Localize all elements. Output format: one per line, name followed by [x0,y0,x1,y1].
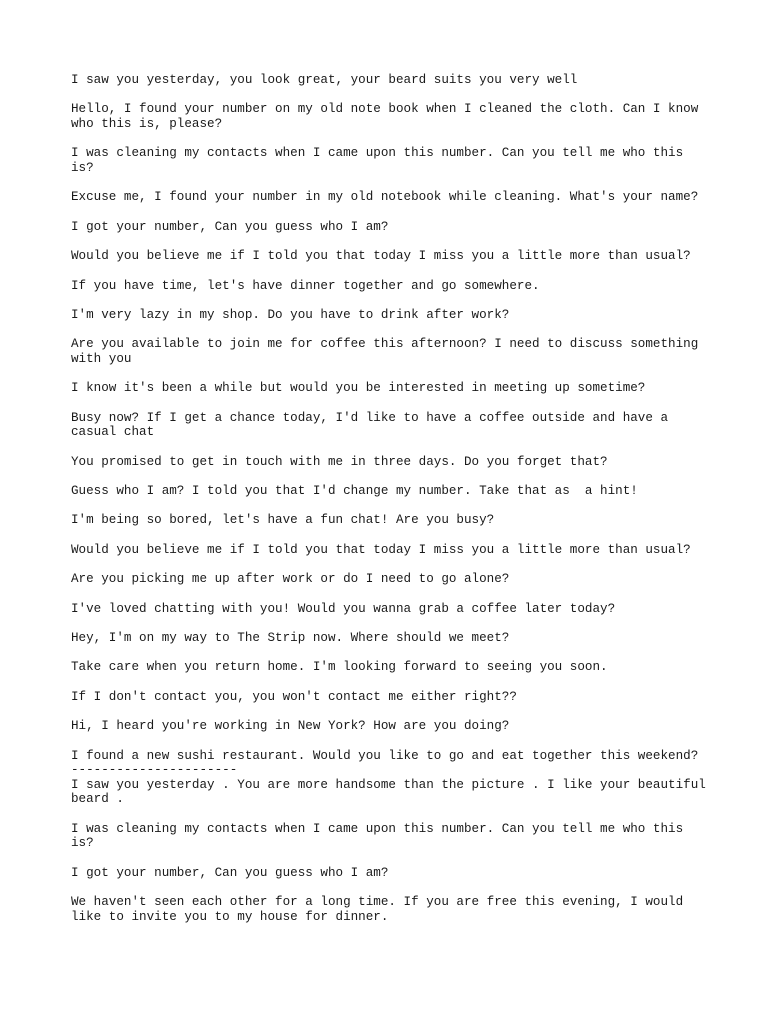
text-paragraph: Hey, I'm on my way to The Strip now. Where should we meet? [71,631,510,646]
document-page [71,73,714,939]
text-paragraph: I saw you yesterday . You are more handsome than the picture . I like your beautiful beard . [71,777,714,807]
text-paragraph: Are you available to join me for coffee this afternoon? I need to discuss something with you [71,337,706,366]
text-paragraph: I've loved chatting with you! Would you wanna grab a coffee later today? [71,601,616,616]
text-paragraph: Would you believe me if I told you that today I miss you a little more than usual? [71,249,691,264]
text-paragraph: I was cleaning my contacts when I came upon this number. Can you tell me who this is? [71,146,691,175]
text-paragraph: Are you picking me up after work or do I need to go alone? [71,572,510,587]
text-paragraph: I got your number, Can you guess who I am? [71,219,389,234]
text-paragraph: Excuse me, I found your number in my old notebook while cleaning. What's your name? [71,190,699,205]
text-paragraph: You promised to get in touch with me in three days. Do you forget that? [71,454,608,469]
text-paragraph: We haven't seen each other for a long time. If you are free this evening, I would like to invite you to my house for dinner. [71,895,691,924]
text-paragraph: Hi, I heard you're working in New York? How are you doing? [71,719,510,734]
text-paragraph: I'm very lazy in my shop. Do you have to drink after work? [71,307,510,322]
text-paragraph: I got your number, Can you guess who I am? [71,865,389,880]
text-paragraph: Take care when you return home. I'm looking forward to seeing you soon. [71,660,608,675]
text-paragraph: I found a new sushi restaurant. Would you like to go and eat together this weekend? [71,748,699,763]
separator-line: ---------------------- [71,763,238,778]
text-paragraph: Hello, I found your number on my old note book when I cleaned the cloth. Can I know who this is, please? [71,102,706,131]
text-paragraph: If I don't contact you, you won't contact me either right?? [71,689,517,704]
text-paragraph: I saw you yesterday, you look great, your beard suits you very well [71,73,578,87]
text-paragraph: I'm being so bored, let's have a fun chat! Are you busy? [71,513,495,528]
text-paragraph: Busy now? If I get a chance today, I'd like to have a coffee outside and have a casual chat [71,410,676,440]
text-paragraph: Would you believe me if I told you that today I miss you a little more than usual? [71,542,691,557]
text-paragraph: Guess who I am? I told you that I'd change my number. Take that as a hint! [71,484,638,499]
text-paragraph: If you have time, let's have dinner together and go somewhere. [71,278,540,293]
text-paragraph: I was cleaning my contacts when I came upon this number. Can you tell me who this is? [71,821,691,851]
text-paragraph: I know it's been a while but would you be interested in meeting up sometime? [71,381,646,396]
